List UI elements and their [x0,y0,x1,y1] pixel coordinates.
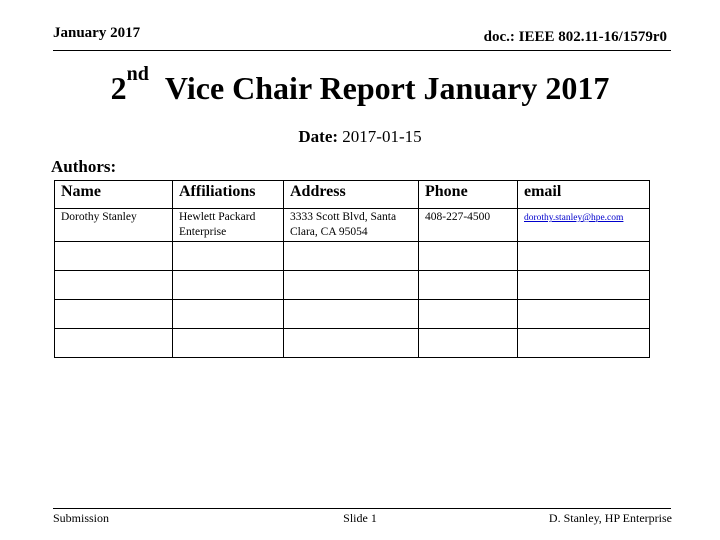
empty-cell [173,329,284,358]
footer-submission: Submission [53,511,110,525]
authors-label: Authors: [51,157,117,176]
column-header-phone: Phone [419,181,518,209]
table-row [55,242,650,271]
table-row [55,300,650,329]
column-header-email: email [518,181,650,209]
empty-cell [55,271,173,300]
table-row [55,329,650,358]
table-row [55,209,650,242]
footer-slide-number: Slide 1 [343,511,377,525]
empty-cell [518,329,650,358]
author-email-link[interactable]: dorothy.stanley@hpe.com [524,213,624,223]
author-name-cell: Dorothy Stanley [55,209,173,242]
header-doc-id: doc.: IEEE 802.11-16/1579r0 [483,29,667,45]
empty-cell [518,300,650,329]
author-phone-cell: 408-227-4500 [419,209,518,242]
date-label: Date: [298,127,339,146]
table-row [55,271,650,300]
slide-title [0,63,720,108]
empty-cell [55,242,173,271]
authors-table [54,180,650,358]
author-email-cell [518,209,650,242]
empty-cell [173,271,284,300]
column-header-affiliations: Affiliations [173,181,284,209]
author-affiliation-cell: Hewlett Packard Enterprise [173,209,284,242]
title-text: Vice Chair Report January 2017 [164,70,610,106]
header-divider [53,50,671,51]
author-address-cell: 3333 Scott Blvd, Santa Clara, CA 95054 [284,209,419,242]
empty-cell [55,329,173,358]
footer-author: D. Stanley, HP Enterprise [548,511,672,525]
empty-cell [419,300,518,329]
column-header-address: Address [284,181,419,209]
column-header-name: Name [55,181,173,209]
empty-cell [173,242,284,271]
date-value: 2017-01-15 [342,127,422,146]
empty-cell [284,329,419,358]
title-ordinal-suffix: nd [126,63,149,85]
empty-cell [284,242,419,271]
empty-cell [419,271,518,300]
empty-cell [284,300,419,329]
empty-cell [55,300,173,329]
header-date: January 2017 [53,25,141,41]
empty-cell [284,271,419,300]
table-header-row [55,181,650,209]
empty-cell [419,242,518,271]
empty-cell [518,271,650,300]
title-ordinal-number: 2 [110,70,127,106]
footer-divider [53,508,671,509]
empty-cell [419,329,518,358]
empty-cell [173,300,284,329]
date-line [0,127,720,147]
empty-cell [518,242,650,271]
